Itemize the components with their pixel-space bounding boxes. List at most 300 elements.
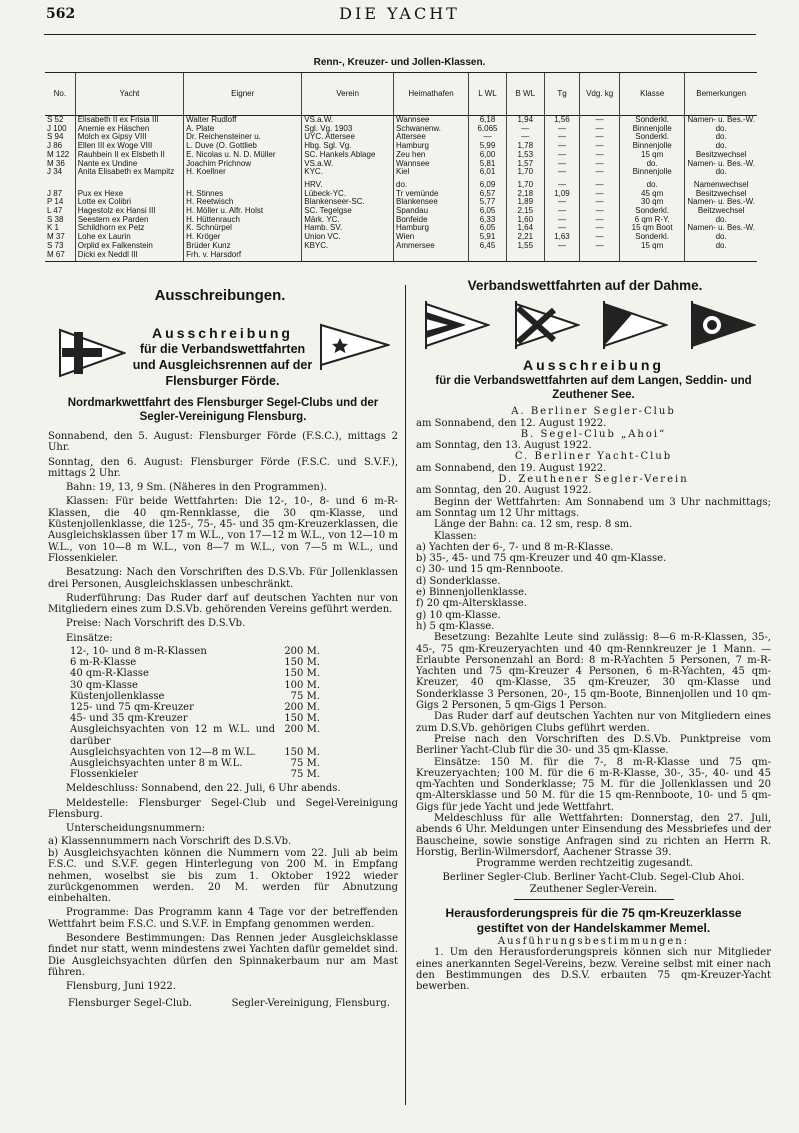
- table-cell: Brüder Kunz: [184, 242, 302, 251]
- table-cell: [580, 251, 620, 262]
- header-rule: [44, 34, 756, 35]
- table-cell: 15 qm: [619, 242, 684, 251]
- table-cell: Sonderkl.: [619, 116, 684, 125]
- table-cell: —: [580, 160, 620, 169]
- table-cell: do.: [685, 216, 757, 225]
- table-cell: 6,065: [469, 125, 507, 134]
- table-cell: 1,94: [506, 116, 544, 125]
- table-cell: Frh. v. Harsdorf: [184, 251, 302, 262]
- class-item: e) Binnenjollenklasse.: [416, 587, 528, 599]
- table-cell: 15 qm: [619, 151, 684, 160]
- table-cell: —: [544, 216, 580, 225]
- table-cell: Molch ex Gipsy VIII: [75, 133, 183, 142]
- table-cell: Dr. Reichensteiner u.: [184, 133, 302, 142]
- fee-row: [48, 713, 398, 724]
- table-body: [45, 116, 757, 262]
- col-header: Heimathafen: [394, 73, 469, 116]
- col-header: Klasse: [619, 73, 684, 116]
- table-cell: Sonderkl.: [619, 233, 684, 242]
- table-cell: Spandau: [394, 207, 469, 216]
- paragraph: Unterscheidungsnummern:: [66, 823, 206, 835]
- table-cell: 1,53: [506, 151, 544, 160]
- table-cell: UYC. Attersee: [302, 133, 394, 142]
- fee-name: 6 m-R-Klasse: [70, 657, 137, 669]
- table-cell: Anita Elisabeth ex Mampitz: [75, 168, 183, 177]
- table-cell: Lohe ex Laurin: [75, 233, 183, 242]
- fee-row: [48, 747, 398, 758]
- table-cell: 6,33: [469, 216, 507, 225]
- table-cell: —: [580, 181, 620, 190]
- table-cell: Namenwechsel: [685, 181, 757, 190]
- table-cell: Dicki ex Neddl III: [75, 251, 183, 262]
- table-cell: Binnenjolle: [619, 142, 684, 151]
- table-cell: 30 qm: [619, 198, 684, 207]
- date-b: am Sonntag, den 13. August 1922.: [416, 440, 592, 452]
- fee-row: [48, 769, 398, 780]
- table-cell: Lübeck-YC.: [302, 190, 394, 199]
- right-title: für die Verbandswettfahrten auf dem Langen, Seddin- und Zeuthener See.: [435, 375, 752, 402]
- table-cell: L 47: [47, 207, 63, 216]
- right-body: [416, 357, 771, 993]
- col-header: Verein: [302, 73, 394, 116]
- table-cell: do.: [685, 125, 757, 134]
- table-row: [45, 233, 757, 242]
- paragraph: Beginn der Wettfahrten: Am Sonnabend um 3 Uhr nachmittags; am Sonntag um 12 Uhr mittags.: [416, 496, 771, 519]
- table-cell: 6,05: [469, 207, 507, 216]
- table-cell: do.: [619, 181, 684, 190]
- paragraph: Sonntag, den 6. August: Flensburger Förde (F.S.C. und S.V.F.), mittags 2 Uhr.: [48, 456, 398, 479]
- table-cell: Beitzwechsel: [685, 207, 757, 216]
- column-divider: [405, 285, 406, 1105]
- col-header: No.: [45, 73, 75, 116]
- table-cell: —: [580, 168, 620, 177]
- table-cell: [45, 181, 75, 190]
- table-cell: Hamburg: [394, 224, 469, 233]
- class-list: [416, 542, 771, 632]
- table-cell: 2,21: [506, 233, 544, 242]
- table-cell: Namen- u. Bes.-W.: [685, 224, 757, 233]
- table-cell: —: [580, 198, 620, 207]
- table-cell: —: [544, 181, 580, 190]
- paragraph: Bahn: 19, 13, 9 Sm. (Näheres in den Programmen).: [66, 482, 327, 494]
- table-cell: Elisabeth II ex Frisia III: [75, 116, 183, 125]
- fee-amount: 150 M.: [284, 657, 320, 669]
- table-cell: SC. Hankels Ablage: [302, 151, 394, 160]
- table-cell: —: [580, 190, 620, 199]
- place-date: Flensburg, Juni 1922.: [66, 981, 176, 993]
- table-cell: do.: [685, 233, 757, 242]
- signature: Flensburger Segel-Club.: [68, 997, 193, 1009]
- table-cell: 15 qm Boot: [619, 224, 684, 233]
- table-cell: 2,18: [506, 190, 544, 199]
- paragraph: Sonnabend, den 5. August: Flensburger Förde (F.S.C.), mittags 2 Uhr.: [48, 431, 398, 454]
- table-row: [45, 116, 757, 125]
- race-table: [45, 72, 757, 262]
- table-cell: K 1: [47, 224, 60, 233]
- fee-row: [48, 668, 398, 679]
- table-row: [45, 168, 757, 177]
- paragraph: b) Ausgleichsyachten können die Nummern vom 22. Juli ab beim F.S.C. und S.V.F. gegen Hinterlegung von 200 M. in Empfang nehmen, woselbst sie bis zum 1. Oktober 1922 wieder zurückgenommen werden. 20 M. werden für Abnutzung einbehalten.: [48, 847, 398, 905]
- table-cell: Joachim Prichnow: [184, 160, 302, 169]
- table-cell: SC. Tegelgse: [302, 207, 394, 216]
- table-cell: 6 qm R-Y.: [619, 216, 684, 225]
- table-cell: H. Stinnes: [184, 190, 302, 199]
- paragraph: 1. Um den Herausforderungspreis können sich nur Mitglieder eines anerkannten Segel-Vereins, bezw. Vereine selbst mit einer nach den Bestimmungen des D.S.V. erbauten 75 qm-Kreuzer-Yacht bewerben.: [416, 947, 771, 993]
- table-cell: Namen- u. Bes.-W.: [685, 198, 757, 207]
- class-item: d) Sonderklasse.: [416, 575, 501, 587]
- fee-amount: 150 M.: [284, 668, 320, 680]
- club-c: C. Berliner Yacht-Club: [514, 451, 673, 463]
- table-cell: 6,00: [469, 151, 507, 160]
- table-cell: Union VC.: [302, 233, 394, 242]
- table-cell: [619, 251, 684, 262]
- fee-row: [48, 724, 398, 746]
- col-header: Yacht: [75, 73, 183, 116]
- table-cell: Binnenjolle: [619, 125, 684, 134]
- table-cell: —: [544, 224, 580, 233]
- journal-title: DIE YACHT: [339, 4, 460, 23]
- table-cell: Seestern ex Parden: [75, 216, 183, 225]
- left-subheading: Ausschreibung: [152, 325, 293, 341]
- table-cell: Schwanenw.: [394, 125, 469, 134]
- table-cell: do.: [394, 181, 469, 190]
- table-cell: do.: [685, 133, 757, 142]
- section-heading-right: Verbandswettfahrten auf der Dahme.: [467, 278, 703, 293]
- paragraph: Preise nach den Vorschriften des D.S.Vb. Punktpreise vom Berliner Yacht-Club für die 30- und 35 qm-Klasse.: [416, 733, 771, 757]
- class-item: g) 10 qm-Klasse.: [416, 609, 501, 621]
- table-cell: —: [544, 160, 580, 169]
- paragraph: Meldestelle: Flensburger Segel-Club und Segel-Vereinigung Flensburg.: [48, 797, 398, 821]
- table-cell: 5,77: [469, 198, 507, 207]
- table-cell: Hbg. Sgl. Vg.: [302, 142, 394, 151]
- fee-name: Ausgleichsyachten unter 8 m W.L.: [70, 758, 243, 770]
- table-cell: Lotte ex Colibri: [75, 198, 183, 207]
- fee-amount: 75 M.: [290, 690, 320, 702]
- fee-row: [48, 758, 398, 769]
- table-cell: J 87: [47, 189, 63, 198]
- table-cell: [302, 251, 394, 262]
- table-caption: Renn-, Kreuzer- und Jollen-Klassen.: [313, 57, 486, 68]
- saltire-pennant-icon: [514, 300, 580, 350]
- table-cell: —: [580, 133, 620, 142]
- table-cell: Besitzwechsel: [685, 190, 757, 199]
- table-cell: Attersee: [394, 133, 469, 142]
- table-row: [45, 198, 757, 207]
- table-cell: S 52: [47, 115, 64, 124]
- table-cell: HRV.: [302, 181, 394, 190]
- fee-amount: 150 M.: [284, 746, 320, 758]
- table-cell: K. Schnürpel: [184, 224, 302, 233]
- col-header: Eigner: [184, 73, 302, 116]
- table-cell: 1,70: [506, 181, 544, 190]
- ring-pennant-icon: [690, 300, 756, 350]
- fee-name: Ausgleichsyachten von 12 m W.L. und darüber: [70, 724, 275, 747]
- table-row: [45, 142, 757, 151]
- table-cell: KBYC.: [302, 242, 394, 251]
- chevron-pennant-icon: [424, 300, 490, 350]
- left-title-block: [110, 325, 335, 389]
- table-cell: 2,15: [506, 207, 544, 216]
- table-cell: —: [580, 216, 620, 225]
- table-cell: do.: [685, 242, 757, 251]
- table-cell: H. Koellner: [184, 168, 302, 177]
- table-cell: —: [469, 133, 507, 142]
- table-cell: J 86: [47, 142, 63, 151]
- memel-subtitle: gestiftet von der Handelskammer Memel.: [476, 921, 711, 936]
- fee-row: [48, 691, 398, 702]
- paragraph: Besondere Bestimmungen: Das Rennen jeder Ausgleichsklasse findet nur statt, wenn mindestens zwei Yachten dafür gemeldet sind. Die Ausgleichsyachten dürfen den Spinnakerbaum nur am Mast führen.: [48, 933, 398, 978]
- table-row: [45, 190, 757, 199]
- date-a: am Sonnabend, den 12. August 1922.: [416, 417, 607, 429]
- fee-amount: 75 M.: [290, 758, 320, 770]
- table-cell: Walter Rudloff: [184, 116, 302, 125]
- table-cell: M 67: [45, 251, 75, 262]
- table-cell: 6,01: [469, 168, 507, 177]
- paragraph: Länge der Bahn: ca. 12 sm, resp. 8 sm.: [434, 519, 633, 531]
- club-a: A. Berliner Segler-Club: [511, 406, 676, 418]
- fee-amount: 75 M.: [290, 769, 320, 781]
- table-cell: [506, 251, 544, 262]
- table-cell: 45 qm: [619, 190, 684, 199]
- table-cell: A. Plate: [184, 125, 302, 134]
- table-cell: M 37: [47, 233, 65, 242]
- paragraph: Besetzung: Bezahlte Leute sind zulässig: 8—6 m-R-Klassen, 35-, 45-, 75 qm-Kreuzeryachten und 40 qm-Rennkreuzer je 1 Mann. — Erlaubte Personenzahl an Bord: 8 m-R-Yachten 5 Personen, 7 m-R-Yachten und 75 qm-Kreuzer 4 Personen, 6 m-R-Yachten, 45 qm-Kreuzer, 40 qm-Klasse, 35 qm-Kreuzer, 30 qm-Klasse und Sonderklasse 3 Personen, 20-, 15 qm-Boote, Binnenjollen und 10 qm-Gigs 2 Personen, 5 qm-Gigs 1 Person.: [416, 632, 771, 712]
- table-cell: Hagestolz ex Hansi III: [75, 207, 183, 216]
- table-cell: —: [580, 142, 620, 151]
- table-cell: Sonderkl.: [619, 207, 684, 216]
- table-cell: Anemie ex Häschen: [75, 125, 183, 134]
- fee-name: Küstenjollenklasse: [70, 690, 165, 702]
- table-header-row: [45, 73, 757, 116]
- table-cell: Hamburg: [394, 142, 469, 151]
- table-cell: —: [544, 242, 580, 251]
- table-cell: [75, 181, 183, 190]
- table-cell: 1,64: [506, 224, 544, 233]
- date-d: am Sonntag, den 20. August 1922.: [416, 485, 592, 497]
- paragraph: Meldeschluss für alle Wettfahrten: Donnerstag, den 27. Juli, abends 6 Uhr. Meldungen unter Einsendung des Messbriefes und der Bauscheine, sowie sonstige Anfragen sind zu richten an Herrn R. Horstig, Berlin-Wilmersdorf, Aachener Strasse 39.: [416, 812, 771, 858]
- table-cell: —: [580, 116, 620, 125]
- table-cell: —: [580, 233, 620, 242]
- table-cell: S 73: [47, 241, 64, 250]
- table-row: [45, 251, 757, 262]
- table-cell: —: [544, 151, 580, 160]
- right-signatures: Berliner Segler-Club. Berliner Yacht-Club. Segel-Club Ahoi. Zeuthener Segler-Verein.: [442, 872, 745, 895]
- table-cell: Zeu hen: [394, 151, 469, 160]
- table-cell: 5,99: [469, 142, 507, 151]
- table-cell: 6,18: [469, 116, 507, 125]
- table-row: [45, 160, 757, 169]
- table-cell: —: [544, 198, 580, 207]
- table-cell: Blankenseer-SC.: [302, 198, 394, 207]
- memel-title: Herausforderungspreis für die 75 qm-Kreuzerklasse: [445, 906, 742, 921]
- divider: [514, 899, 674, 900]
- fee-name: Flossenkieler: [70, 769, 138, 781]
- diagonal-pennant-icon: [602, 300, 668, 350]
- table-cell: —: [580, 242, 620, 251]
- col-header: L WL: [469, 73, 507, 116]
- table-cell: H. Möller u. Alfr. Holst: [184, 207, 302, 216]
- table-cell: Pux ex Hexe: [75, 190, 183, 199]
- fee-amount: 200 M.: [284, 702, 320, 714]
- paragraph: Meldeschluss: Sonnabend, den 22. Juli, 6 Uhr abends.: [66, 783, 341, 795]
- table-cell: H. Kröger: [184, 233, 302, 242]
- class-item: c) 30- und 15 qm-Rennboote.: [416, 564, 564, 576]
- table-cell: Sgl. Vg. 1903: [302, 125, 394, 134]
- fee-row: [48, 646, 398, 657]
- fee-amount: 150 M.: [284, 713, 320, 725]
- table-cell: 1,60: [506, 216, 544, 225]
- table-cell: 1,56: [544, 116, 580, 125]
- table-cell: H. Hüttenrauch: [184, 216, 302, 225]
- table-cell: S 94: [47, 133, 64, 142]
- table-cell: Hamb. SV.: [302, 224, 394, 233]
- col-header: B WL: [506, 73, 544, 116]
- table-cell: Ammersee: [394, 242, 469, 251]
- table-cell: Kiel: [394, 168, 469, 177]
- class-item: a) Yachten der 6-, 7- und 8 m-R-Klasse.: [416, 541, 614, 553]
- fee-row: [48, 680, 398, 691]
- table-cell: —: [580, 125, 620, 134]
- table-cell: S 38: [47, 215, 64, 224]
- table-cell: J 100: [47, 124, 67, 133]
- table-cell: 6,45: [469, 242, 507, 251]
- table-cell: M 36: [47, 159, 65, 168]
- fee-amount: 100 M.: [284, 679, 320, 691]
- table-cell: Nante ex Undine: [75, 160, 183, 169]
- left-title-line: Flensburger Förde.: [165, 374, 280, 388]
- left-title-line: und Ausgleichsrennen auf der: [132, 358, 313, 372]
- table-cell: 5,81: [469, 160, 507, 169]
- table-cell: Rauhbein II ex Elsbeth II: [75, 151, 183, 160]
- table-cell: VS.a.W.: [302, 116, 394, 125]
- fee-amount: 200 M.: [284, 724, 320, 736]
- table-cell: 1,57: [506, 160, 544, 169]
- table-cell: Binnenjolle: [619, 168, 684, 177]
- table-cell: —: [544, 125, 580, 134]
- table-cell: Orplid ex Falkenstein: [75, 242, 183, 251]
- col-header: Bemerkungen: [685, 73, 757, 116]
- table-cell: 5,91: [469, 233, 507, 242]
- page-number: 562: [46, 6, 76, 22]
- table-cell: 1,63: [544, 233, 580, 242]
- table-cell: 1,70: [506, 168, 544, 177]
- table-cell: —: [544, 142, 580, 151]
- fee-row: [48, 702, 398, 713]
- paragraph: a) Klassennummern nach Vorschrift des D.S.Vb.: [48, 835, 292, 847]
- club-d: D. Zeuthener Segler-Verein: [498, 474, 689, 486]
- table-row: [45, 224, 757, 233]
- table-cell: 6,05: [469, 224, 507, 233]
- class-item: h) 5 qm-Klasse.: [416, 620, 495, 632]
- paragraph: Klassen: Für beide Wettfahrten: Die 12-, 10-, 8- und 6 m-R-Klassen, die 40 qm-Rennklasse, die 30 qm-Klasse, und Küstenjollenklasse, die 125-, 75-, 45- und 35 qm-Kreuzerklassen, die Ausgleichsklassen über 17 m W.L., von 17—12 m W.L., von 12—10 m W.L., von 10—8 m W.L., von 8—7 m W.L., von 7—5 m W.L., und Flossenkieler.: [48, 496, 398, 564]
- table-row: [45, 133, 757, 142]
- table-cell: do.: [685, 168, 757, 177]
- table-cell: —: [580, 207, 620, 216]
- fees-list: [48, 646, 398, 780]
- paragraph: Einsätze: 150 M. für die 7-, 8 m-R-Klasse und 75 qm-Kreuzeryachten; 100 M. für die 6 m-R-Klasse, 30-, 35-, 40- und 45 qm-Yachten und Sonderklasse; 75 M. für die Jollenklassen und 20 qm-Altersklasse und 50 M. für die 15 qm-Rennboote, 10- und 5 qm-Gigs für jede Yacht und jede Wettfahrt.: [416, 756, 771, 813]
- fee-row: [48, 657, 398, 668]
- paragraph: Preise: Nach Vorschrift des D.S.Vb.: [66, 618, 246, 630]
- table-row: [45, 125, 757, 134]
- fee-amount: 200 M.: [284, 646, 320, 658]
- event-title: Nordmarkwettfahrt des Flensburger Segel-Clubs und der Segler-Vereinigung Flensburg.: [67, 397, 379, 423]
- paragraph: Besatzung: Nach den Vorschriften des D.S.Vb. Für Jollenklassen drei Personen, Ausgleichsklassen unbeschränkt.: [48, 567, 398, 590]
- table-cell: —: [506, 133, 544, 142]
- col-header: Vdg. kg: [580, 73, 620, 116]
- table-cell: Besitzwechsel: [685, 151, 757, 160]
- section-heading-left: Ausschreibungen.: [154, 287, 286, 304]
- table-cell: 1,55: [506, 242, 544, 251]
- table-cell: Schildhorn ex Petz: [75, 224, 183, 233]
- table-cell: do.: [685, 142, 757, 151]
- left-title-line: für die Verbandswettfahrten: [139, 342, 306, 356]
- table-cell: Märk. YC.: [302, 216, 394, 225]
- col-header: Tg: [544, 73, 580, 116]
- paragraph: Das Ruder darf auf deutschen Yachten nur von Mitgliedern eines zum D.S.Vb. gehörigen Clubs geführt werden.: [416, 711, 771, 734]
- table-cell: Wannsee: [394, 116, 469, 125]
- table-cell: Ellen III ex Woge VIII: [75, 142, 183, 151]
- fee-name: 125- und 75 qm-Kreuzer: [70, 702, 194, 714]
- table-cell: —: [580, 151, 620, 160]
- fee-name: 12-, 10- und 8 m-R-Klassen: [70, 646, 207, 658]
- table-cell: Namen- u. Bes.-W.: [685, 116, 757, 125]
- table-cell: [184, 181, 302, 190]
- table-row: [45, 242, 757, 251]
- table-cell: Sonderkl.: [619, 133, 684, 142]
- table-cell: 6,57: [469, 190, 507, 199]
- table-cell: J 34: [47, 168, 63, 177]
- table-cell: 1,89: [506, 198, 544, 207]
- table-row: [45, 216, 757, 225]
- table-cell: 1,09: [544, 190, 580, 199]
- table-cell: P 14: [47, 198, 64, 207]
- table-row: [45, 151, 757, 160]
- table-cell: 6,09: [469, 181, 507, 190]
- table-cell: Namen- u. Bes.-W.: [685, 160, 757, 169]
- table-cell: —: [580, 224, 620, 233]
- paragraph: Programme: Das Programm kann 4 Tage vor der betreffenden Wettfahrt beim F.S.C. und S.V.F. in Empfang genommen werden.: [48, 907, 398, 930]
- table-cell: Blankensee: [394, 198, 469, 207]
- table-cell: do.: [619, 160, 684, 169]
- table-cell: —: [544, 207, 580, 216]
- table-cell: L. Duve (O. Gottlieb: [184, 142, 302, 151]
- table-cell: —: [544, 168, 580, 177]
- club-b: B. Segel-Club „Ahoi“: [520, 428, 667, 440]
- table-cell: —: [506, 125, 544, 134]
- date-c: am Sonnabend, den 19. August 1922.: [416, 462, 607, 474]
- table-cell: Tr vemünde: [394, 190, 469, 199]
- right-subheading: Ausschreibung: [523, 357, 664, 373]
- fee-name: 40 qm-R-Klasse: [70, 668, 149, 680]
- fee-name: 30 qm-Klasse: [70, 679, 138, 691]
- table-cell: E. Nicolas u. N. D. Müller: [184, 151, 302, 160]
- class-item: f) 20 qm-Altersklasse.: [416, 598, 527, 610]
- table-cell: Wannsee: [394, 160, 469, 169]
- table-row: [45, 207, 757, 216]
- table-cell: KYC.: [302, 168, 394, 177]
- fee-name: 45- und 35 qm-Kreuzer: [70, 713, 188, 725]
- signature: Segler-Vereinigung, Flensburg.: [231, 997, 390, 1009]
- table-cell: Bonfeide: [394, 216, 469, 225]
- table-cell: [685, 251, 757, 262]
- table-cell: [469, 251, 507, 262]
- memel-label: Ausführungsbestimmungen:: [497, 936, 690, 948]
- fees-label: Einsätze:: [66, 632, 113, 644]
- table-cell: VS.a.W.: [302, 160, 394, 169]
- class-item: b) 35-, 45- und 75 qm-Kreuzer und 40 qm-Klasse.: [416, 553, 667, 565]
- table-cell: [544, 251, 580, 262]
- signatures: [48, 998, 398, 1009]
